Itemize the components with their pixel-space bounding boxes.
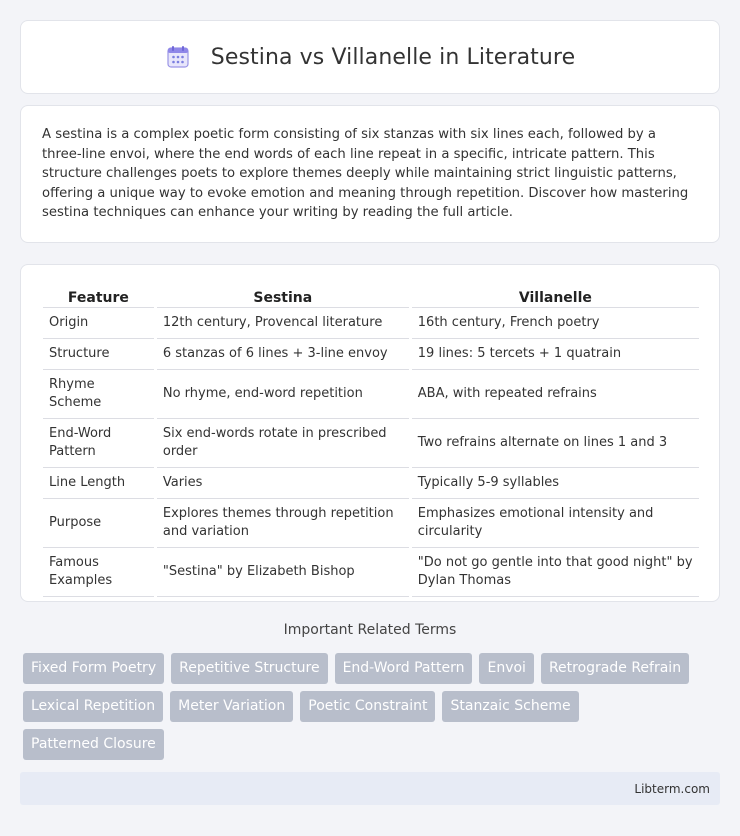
feature-cell: Purpose — [43, 499, 154, 548]
feature-cell: Structure — [43, 339, 154, 370]
footer-site[interactable]: Libterm.com — [634, 781, 710, 796]
feature-cell: Origin — [43, 308, 154, 339]
sestina-cell: Varies — [157, 468, 409, 499]
related-term-tag[interactable]: Stanzaic Scheme — [442, 691, 578, 722]
comparison-card — [20, 264, 720, 602]
table-row-origin — [43, 308, 699, 339]
footer — [20, 772, 720, 805]
title-card — [20, 20, 720, 94]
sestina-cell: No rhyme, end-word repetition — [157, 370, 409, 419]
villanelle-cell: Typically 5-9 syllables — [412, 468, 699, 499]
table-row-rhyme-scheme — [43, 370, 699, 419]
related-term-tag[interactable]: Patterned Closure — [23, 729, 164, 760]
related-term-tag[interactable]: Lexical Repetition — [23, 691, 163, 722]
table-row-end-word-pattern — [43, 419, 699, 468]
sestina-cell: Six end-words rotate in prescribed order — [157, 419, 409, 468]
sestina-cell: Explores themes through repetition and variation — [157, 499, 409, 548]
sestina-cell: 12th century, Provencal literature — [157, 308, 409, 339]
related-terms-list — [23, 653, 713, 767]
feature-cell: Line Length — [43, 468, 154, 499]
intro-paragraph: A sestina is a complex poetic form consisting of six stanzas with six lines each, followed by a three-line envoi, where the end words of each line repeat in a specific, intricate pattern. This structure challenges poets to explore themes deeply while maintaining strict linguistic patterns, offering a unique way to evoke emotion and meaning through repetition. Discover how mastering sestina techniques can enhance your writing by reading the full article. — [42, 127, 689, 221]
related-term-tag[interactable]: Envoi — [479, 653, 533, 684]
table-row-famous-examples — [43, 548, 699, 597]
header-villanelle: Villanelle — [412, 284, 699, 308]
related-term-tag[interactable]: Retrograde Refrain — [541, 653, 689, 684]
related-term-tag[interactable]: End-Word Pattern — [335, 653, 473, 684]
table-row-line-length — [43, 468, 699, 499]
feature-cell: Famous Examples — [43, 548, 154, 597]
related-term-tag[interactable]: Repetitive Structure — [171, 653, 327, 684]
related-term-tag[interactable]: Fixed Form Poetry — [23, 653, 164, 684]
header-feature: Feature — [43, 284, 154, 308]
sestina-cell: 6 stanzas of 6 lines + 3-line envoy — [157, 339, 409, 370]
header-sestina: Sestina — [157, 284, 409, 308]
table-header-row — [43, 284, 699, 308]
villanelle-cell: Two refrains alternate on lines 1 and 3 — [412, 419, 699, 468]
related-term-tag[interactable]: Meter Variation — [170, 691, 293, 722]
villanelle-cell: 16th century, French poetry — [412, 308, 699, 339]
page-title: Sestina vs Villanelle in Literature — [210, 44, 576, 70]
related-terms-title: Important Related Terms — [283, 622, 457, 638]
villanelle-cell: "Do not go gentle into that good night" by Dylan Thomas — [412, 548, 699, 597]
villanelle-cell: ABA, with repeated refrains — [412, 370, 699, 419]
feature-cell: End-Word Pattern — [43, 419, 154, 468]
comparison-table — [43, 284, 699, 597]
intro-card — [20, 105, 720, 243]
feature-cell: Rhyme Scheme — [43, 370, 154, 419]
villanelle-cell: 19 lines: 5 tercets + 1 quatrain — [412, 339, 699, 370]
sestina-cell: "Sestina" by Elizabeth Bishop — [157, 548, 409, 597]
calendar-icon — [165, 44, 191, 70]
table-row-structure — [43, 339, 699, 370]
related-term-tag[interactable]: Poetic Constraint — [300, 691, 435, 722]
villanelle-cell: Emphasizes emotional intensity and circularity — [412, 499, 699, 548]
table-row-purpose — [43, 499, 699, 548]
